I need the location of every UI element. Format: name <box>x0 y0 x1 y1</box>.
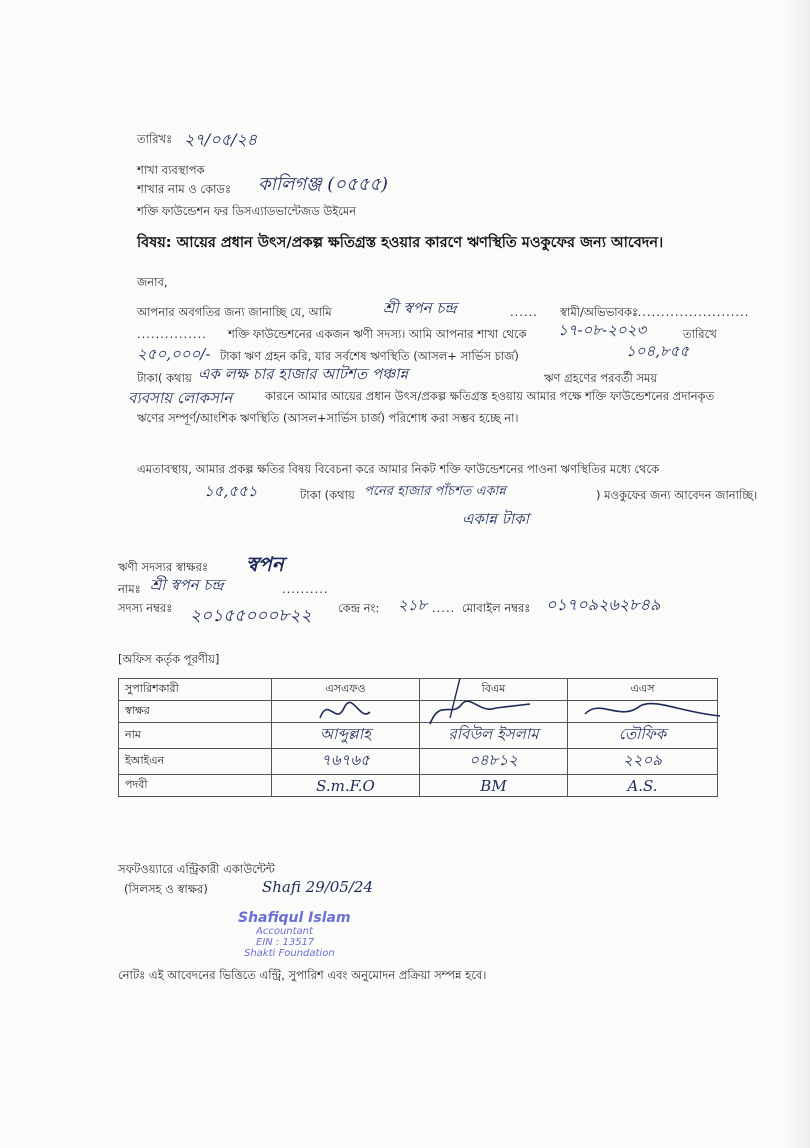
sfo-signature <box>320 702 370 718</box>
p1-loan-text: টাকা ঋণ গ্রহন করি, যার সর্বশেষ ঋণস্থিতি (আসল+ সার্ভিস চার্জ) <box>220 349 519 363</box>
bm-signature <box>430 701 530 724</box>
salutation: জনাব, <box>137 275 168 289</box>
table-cell: A.S. <box>568 775 718 797</box>
member-number: ২০১৫৫০০০৮২২ <box>190 606 312 626</box>
p2-amount: ১৫,৫৫১ <box>204 482 258 500</box>
table-cell: BM <box>420 775 568 797</box>
p1-dots3: ............... <box>137 327 207 341</box>
stamp-name: Shafiqul Islam <box>238 910 351 926</box>
table-cell: আব্দুল্লাহ <box>272 723 420 749</box>
p1-guardian-label: স্বামী/অভিভাবকঃ <box>560 305 639 319</box>
table-header-cell: এএস <box>568 679 718 701</box>
member-signature: স্বপন <box>246 552 284 576</box>
date-value: ২৭/০৫/২৪ <box>184 130 258 149</box>
stamp-ein: EIN : 13517 <box>256 937 315 948</box>
center-dots: ..... <box>432 601 456 615</box>
mobile-number: ০১৭০৯২৬২৮৪৯ <box>546 595 661 614</box>
member-name: শ্রী স্বপন চন্দ্র <box>150 576 224 594</box>
table-header-cell: এসএফও <box>272 679 420 701</box>
p1-dots2: ......................... <box>633 305 750 319</box>
p1-words-label: টাকা( কথায় <box>137 371 192 385</box>
branch-value: কালিগঞ্জ (০৫৫৫) <box>258 174 389 195</box>
table-cell: তৌফিক <box>568 723 718 749</box>
recipient-title: শাখা ব্যবস্থাপক <box>137 163 205 177</box>
member-name-label: নামঃ <box>118 582 141 596</box>
p2-intro: এমতাবস্থায়, আমার প্রকল্প ক্ষতির বিষয় বিবেচনা করে আমার নিকট শক্তি ফাউন্ডেশনের পাওনা ঋণস্থিতির মধ্যে থেকে <box>137 462 660 476</box>
p2-words-label: টাকা (কথায় <box>300 488 355 502</box>
p1-applicant-name: শ্রী স্বপন চন্দ্র <box>383 299 457 317</box>
row-label: স্বাক্ষর <box>119 701 272 723</box>
p2-words-continued: একান্ন টাকা <box>462 510 529 528</box>
table-signatures-scribble <box>300 678 730 748</box>
row-label: ইআইএন <box>119 749 272 775</box>
stamp-title: Accountant <box>256 926 313 937</box>
row-label: নাম <box>119 723 272 749</box>
subject-line: বিষয়: আয়ের প্রধান উৎস/প্রকল্প ক্ষতিগ্রস্ত হওয়ার কারণে ঋণস্থিতি মওকুফের জন্য আবেদন। <box>137 235 664 251</box>
member-name-dots: .......... <box>282 582 329 596</box>
table-header-cell: বিএম <box>420 679 568 701</box>
office-heading: [অফিস কর্তৃক পূরণীয়] <box>118 652 220 666</box>
table-header-cell: সুপারিশকারী <box>119 679 272 701</box>
member-signature-label: ঋণী সদস্যর স্বাক্ষরঃ <box>118 560 209 574</box>
as-signature <box>585 704 720 716</box>
table-row <box>119 749 718 775</box>
p1-loan-amount: ২৫০,০০০/- <box>137 345 211 363</box>
p1-after-loan: ঋণ গ্রহণের পরবর্তী সময় <box>544 371 658 385</box>
p1-date-suffix: তারিখে <box>683 327 717 341</box>
stamp-org: Shakti Foundation <box>244 948 335 959</box>
table-row <box>119 775 718 797</box>
footer-note: নোটঃ এই আবেদনের ভিত্তিতে এন্ট্রি, সুপারিশ এবং অনুমোদন প্রক্রিয়া সম্পন্ন হবে। <box>118 968 487 982</box>
table-cell: ২২০৯ <box>568 749 718 775</box>
center-number: ২১৮ <box>398 596 428 614</box>
bm-slash <box>450 678 460 718</box>
date-label: তারিখঃ <box>137 132 173 146</box>
p1-balance-words: এক লক্ষ চার হাজার আটশত পঞ্চান্ন <box>198 365 409 383</box>
p1-balance: ১০৪,৮৫৫ <box>626 342 690 360</box>
table-cell: S.m.F.O <box>272 775 420 797</box>
p1-reason: ব্যবসায় লোকসান <box>128 389 233 407</box>
table-cell: রবিউল ইসলাম <box>420 723 568 749</box>
branch-label: শাখার নাম ও কোডঃ <box>137 182 232 196</box>
org-line: শক্তি ফাউন্ডেশন ফর ডিসএ্যাডভান্টেজড উইমেন <box>137 204 357 218</box>
p2-words: পনের হাজার পাঁচশত একান্ন <box>364 484 506 499</box>
row-label: পদবী <box>119 775 272 797</box>
accountant-seal-note: (সিলসহ ও স্বাক্ষর) <box>124 882 208 896</box>
member-number-label: সদস্য নম্বরঃ <box>118 601 173 615</box>
accountant-stamp <box>238 910 351 959</box>
p2-closing: ) মওকুফের জন্য আবেদন জানাচ্ছি। <box>596 488 758 502</box>
p1-loan-date: ১৭-০৮-২০২৩ <box>558 321 647 339</box>
center-label: কেন্দ্র নং: <box>338 601 380 615</box>
table-cell: ০৪৮১২ <box>420 749 568 775</box>
mobile-label: মোবাইল নম্বরঃ <box>462 601 531 615</box>
accountant-title: সফটওয়্যারে এন্ট্রিকারী একাউন্টেন্ট <box>118 862 275 876</box>
accountant-signature: Shafi 29/05/24 <box>262 878 374 896</box>
p1-member-text: শক্তি ফাউন্ডেশনের একজন ঋণী সদস্য। আমি আপনার শাখা থেকে <box>228 327 527 341</box>
table-cell: ৭৬৭৬৫ <box>272 749 420 775</box>
p1-dots: ...... <box>510 305 538 319</box>
p1-consequence: কারনে আমার আয়ের প্রধান উৎস/প্রকল্প ক্ষতিগ্রস্ত হওয়ায় আমার পক্ষে শক্তি ফাউন্ডেশনের প্রদানকৃত ঋণের সম্পূর্ণ/আংশিক ঋণস্থিতি (আসল+সার্ভিস চার্জ) পরিশোধ করা সম্ভব হচ্ছে না। <box>137 389 715 425</box>
scan-edge <box>782 0 810 1148</box>
p1-intro: আপনার অবগতির জন্য জানাচ্ছি যে, আমি <box>137 305 332 319</box>
